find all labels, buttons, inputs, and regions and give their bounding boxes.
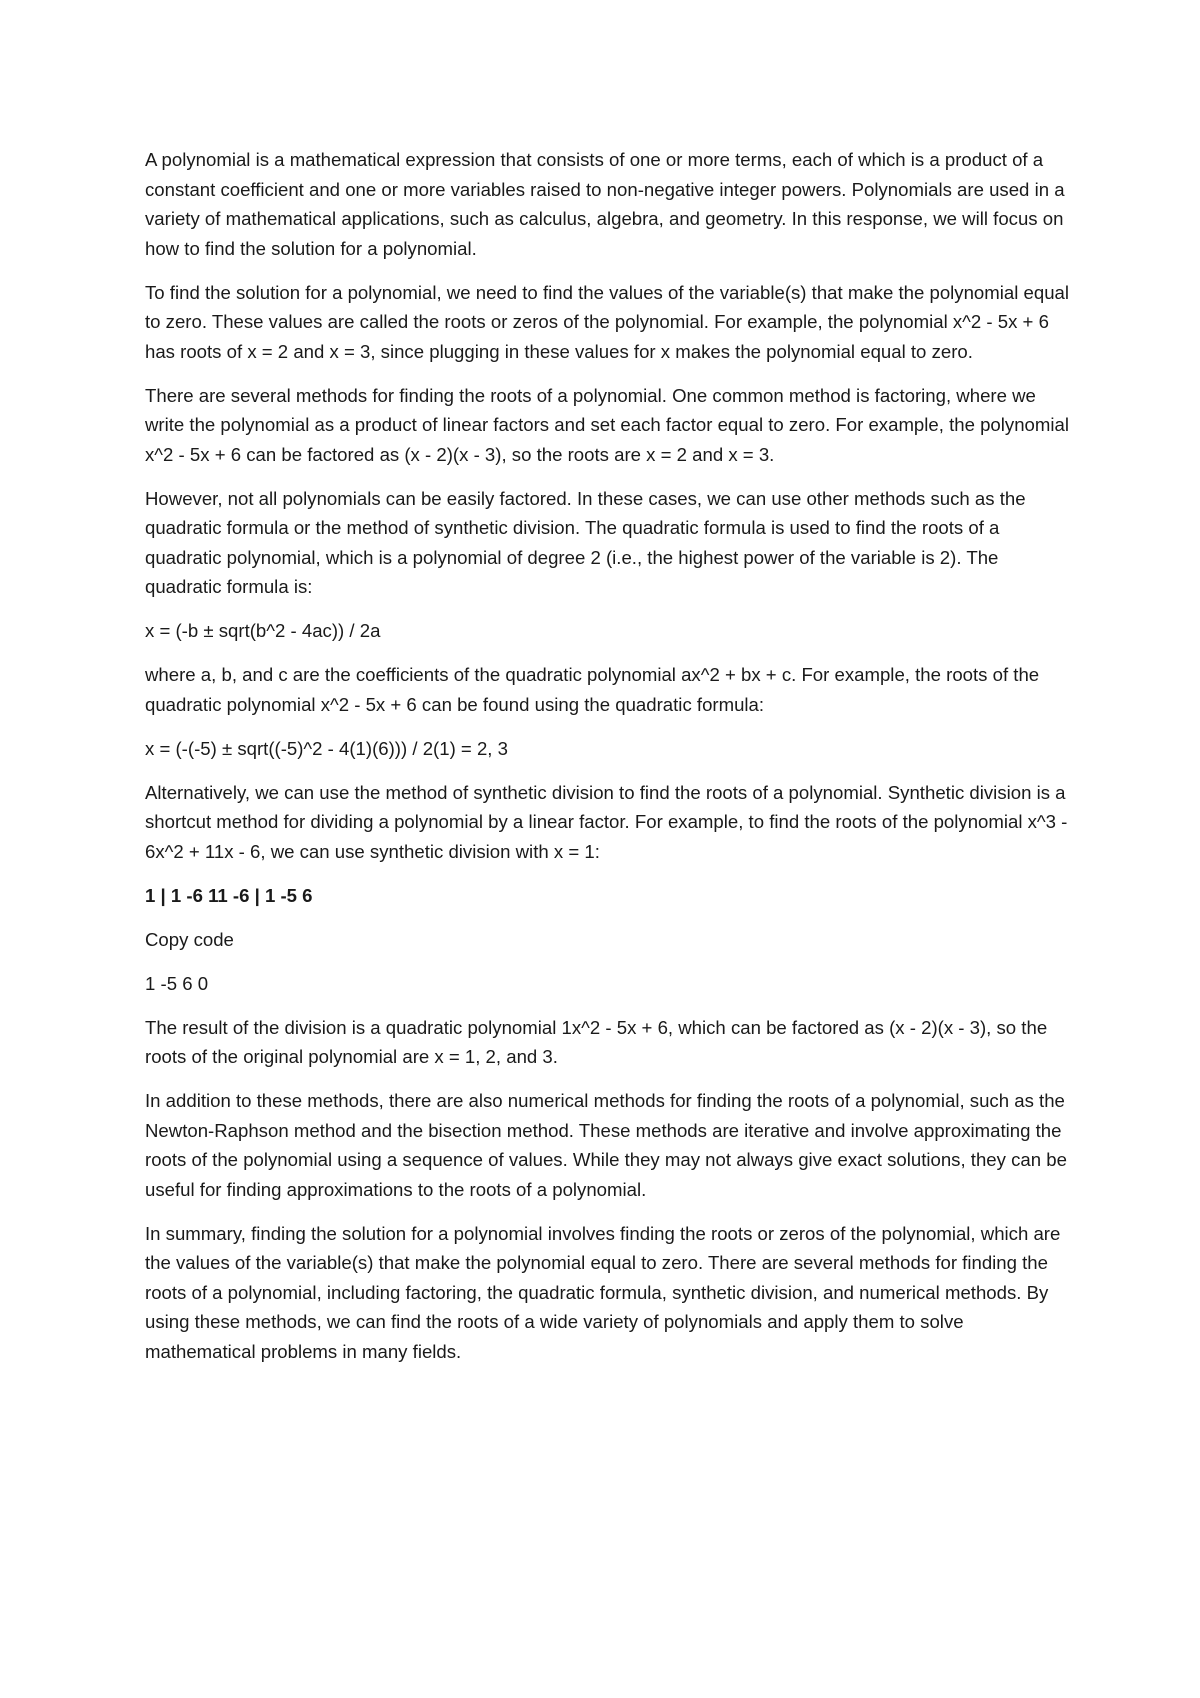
paragraph-numerical-methods: In addition to these methods, there are also numerical methods for finding the roots of a polynomial, such as the Newton-Raphson method and the bisection method. These methods are iterative and involve approximating the roots of the polynomial using a sequence of values. While they may not always give exact solutions, they can be useful for finding approximations to the roots of a polynomial. [145, 1090, 1067, 1200]
paragraph-division-result: The result of the division is a quadratic polynomial 1x^2 - 5x + 6, which can be factored as (x - 2)(x - 3), so the roots of the original polynomial are x = 1, 2, and 3. [145, 1016, 1048, 1067]
paragraph-factoring: There are several methods for finding the roots of a polynomial. One common method is factoring, where we write the polynomial as a product of linear factors and set each factor equal to zero. For example, the polynomial x^2 - 5x + 6 can be factored as (x - 2)(x - 3), so the roots are x = 2 and x = 3. [145, 384, 1069, 465]
formula-example: x = (-(-5) ± sqrt((-5)^2 - 4(1)(6))) / 2(1) = 2, 3 [145, 737, 508, 759]
synthetic-division-result: 1 -5 6 0 [145, 972, 209, 994]
paragraph-synthetic-division: Alternatively, we can use the method of synthetic division to find the roots of a polynomial. Synthetic division is a shortcut method for dividing a polynomial by a linear factor. For example, to find the roots of the polynomial x^3 - 6x^2 + 11x - 6, we can use synthetic division with x = 1: [145, 781, 1068, 862]
paragraph-summary: In summary, finding the solution for a polynomial involves finding the roots or zeros of the polynomial, which are the values of the variable(s) that make the polynomial equal to zero. There are several methods for finding the roots of a polynomial, including factoring, the quadratic formula, synthetic division, and numerical methods. By using these methods, we can find the roots of a wide variety of polynomials and apply them to solve mathematical problems in many fields. [145, 1222, 1061, 1362]
paragraph-coefficients: where a, b, and c are the coefficients of the quadratic polynomial ax^2 + bx + c. For example, the roots of the quadratic polynomial x^2 - 5x + 6 can be found using the quadratic formula: [145, 664, 1040, 715]
paragraph-quadratic-formula: However, not all polynomials can be easily factored. In these cases, we can use other methods such as the quadratic formula or the method of synthetic division. The quadratic formula is used to find the roots of a quadratic polynomial, which is a polynomial of degree 2 (i.e., the highest power of the variable is 2). The quadratic formula is: [145, 487, 1026, 597]
paragraph-intro: A polynomial is a mathematical expression that consists of one or more terms, each of which is a product of a constant coefficient and one or more variables raised to non-negative integer powers. Polynomials are used in a variety of mathematical applications, such as calculus, algebra, and geometry. In this response, we will focus on how to find the solution for a polynomial. [145, 149, 1065, 259]
copy-code-label: Copy code [145, 928, 234, 950]
paragraph-roots: To find the solution for a polynomial, we need to find the values of the variable(s) that make the polynomial equal to zero. These values are called the roots or zeros of the polynomial. For example, the polynomial x^2 - 5x + 6 has roots of x = 2 and x = 3, since plugging in these values for x makes the polynomial equal to zero. [145, 281, 1070, 362]
synthetic-division-row: 1 | 1 -6 11 -6 | 1 -5 6 [145, 884, 313, 906]
document-body [145, 145, 1070, 1366]
formula-quadratic: x = (-b ± sqrt(b^2 - 4ac)) / 2a [145, 620, 381, 641]
